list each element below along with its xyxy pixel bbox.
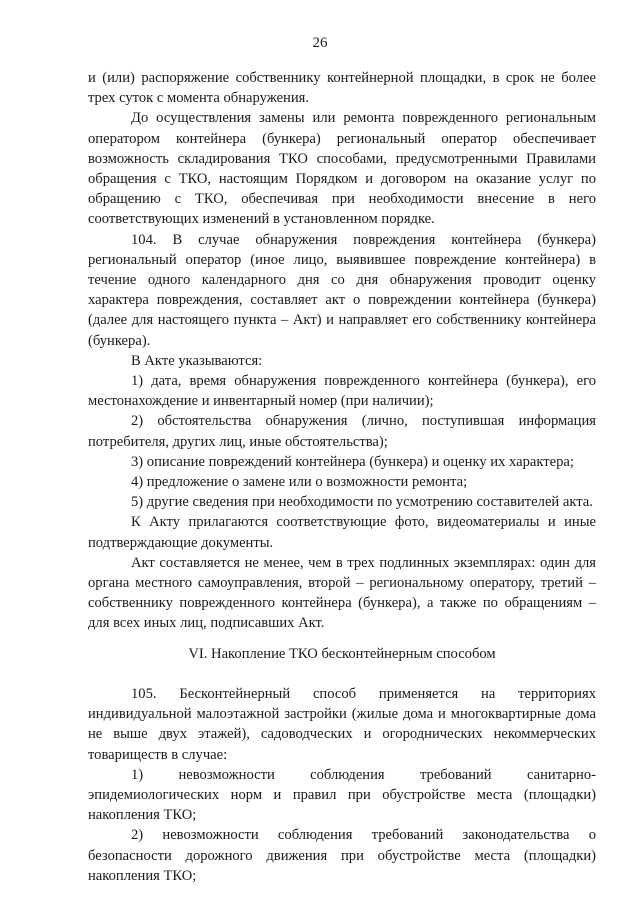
list-item-5: 5) другие сведения при необходимости по усмотрению составителей акта. <box>131 494 593 511</box>
section-title: VI. Накопление ТКО бесконтейнерным способом <box>188 645 496 662</box>
list-item-4: 4) предложение о замене или о возможности ремонта; <box>131 474 468 491</box>
paragraph-copies: Акт составляется не менее, чем в трех подлинных экземплярах: один для органа местного самоуправления, второй – региональному оператору, третий – собственнику поврежденного контейнера (бункера), а также по обращениям – для всех иных лиц, подписавших Акт. <box>88 554 596 632</box>
list-item-1: 1) дата, время обнаружения поврежденного контейнера (бункера), его местонахождение и инвентарный номер (при наличии); <box>88 373 596 410</box>
list-item-2: 2) обстоятельства обнаружения (лично, поступившая информация потребителя, других лиц, иные обстоятельства); <box>88 413 596 450</box>
paragraph-continuation: и (или) распоряжение собственнику контейнерной площадки, в срок не более трех суток с момента обнаружения. <box>88 70 596 107</box>
paragraph-104: 104. В случае обнаружения повреждения контейнера (бункера) региональный оператор (иное лицо, выявившее повреждение контейнера) в течение одного календарного дня со дня обнаружения проводит оценку характера повреждения, составляет акт о повреждении контейнера (бункера) (далее для настоящего пункта – Акт) и направляет его собственнику контейнера (бункера). <box>88 231 596 349</box>
list-item-105-2: 2) невозможности соблюдения требований законодательства о безопасности дорожного движения при обустройстве места (площадки) накопления ТКО; <box>88 827 596 884</box>
paragraph-attachments: К Акту прилагаются соответствующие фото, видеоматериалы и иные подтверждающие документы. <box>88 514 596 551</box>
list-item-3: 3) описание повреждений контейнера (бункера) и оценку их характера; <box>131 453 574 470</box>
page-number: 26 <box>312 35 328 51</box>
document-body <box>88 68 596 886</box>
paragraph-replacement: До осуществления замены или ремонта поврежденного региональным оператором контейнера (бункера) региональный оператор обеспечивает возможность складирования ТКО способами, предусмотренными Правилами обращения с ТКО, настоящим Порядком и договором на оказание услуг по обращению с ТКО, обеспечивая при необходимости внесение в него соответствующих изменений в установленном порядке. <box>88 110 596 228</box>
paragraph-act-contents-intro: В Акте указываются: <box>131 352 263 369</box>
paragraph-105: 105. Бесконтейнерный способ применяется на территориях индивидуальной малоэтажной застройки (жилые дома и многоквартирные дома не выше двух этажей), садоводческих и огороднических некоммерческих товариществ в случае: <box>88 685 596 763</box>
list-item-105-1: 1) невозможности соблюдения требований санитарно-эпидемиологических норм и правил при обустройстве места (площадки) накопления ТКО; <box>88 766 596 824</box>
